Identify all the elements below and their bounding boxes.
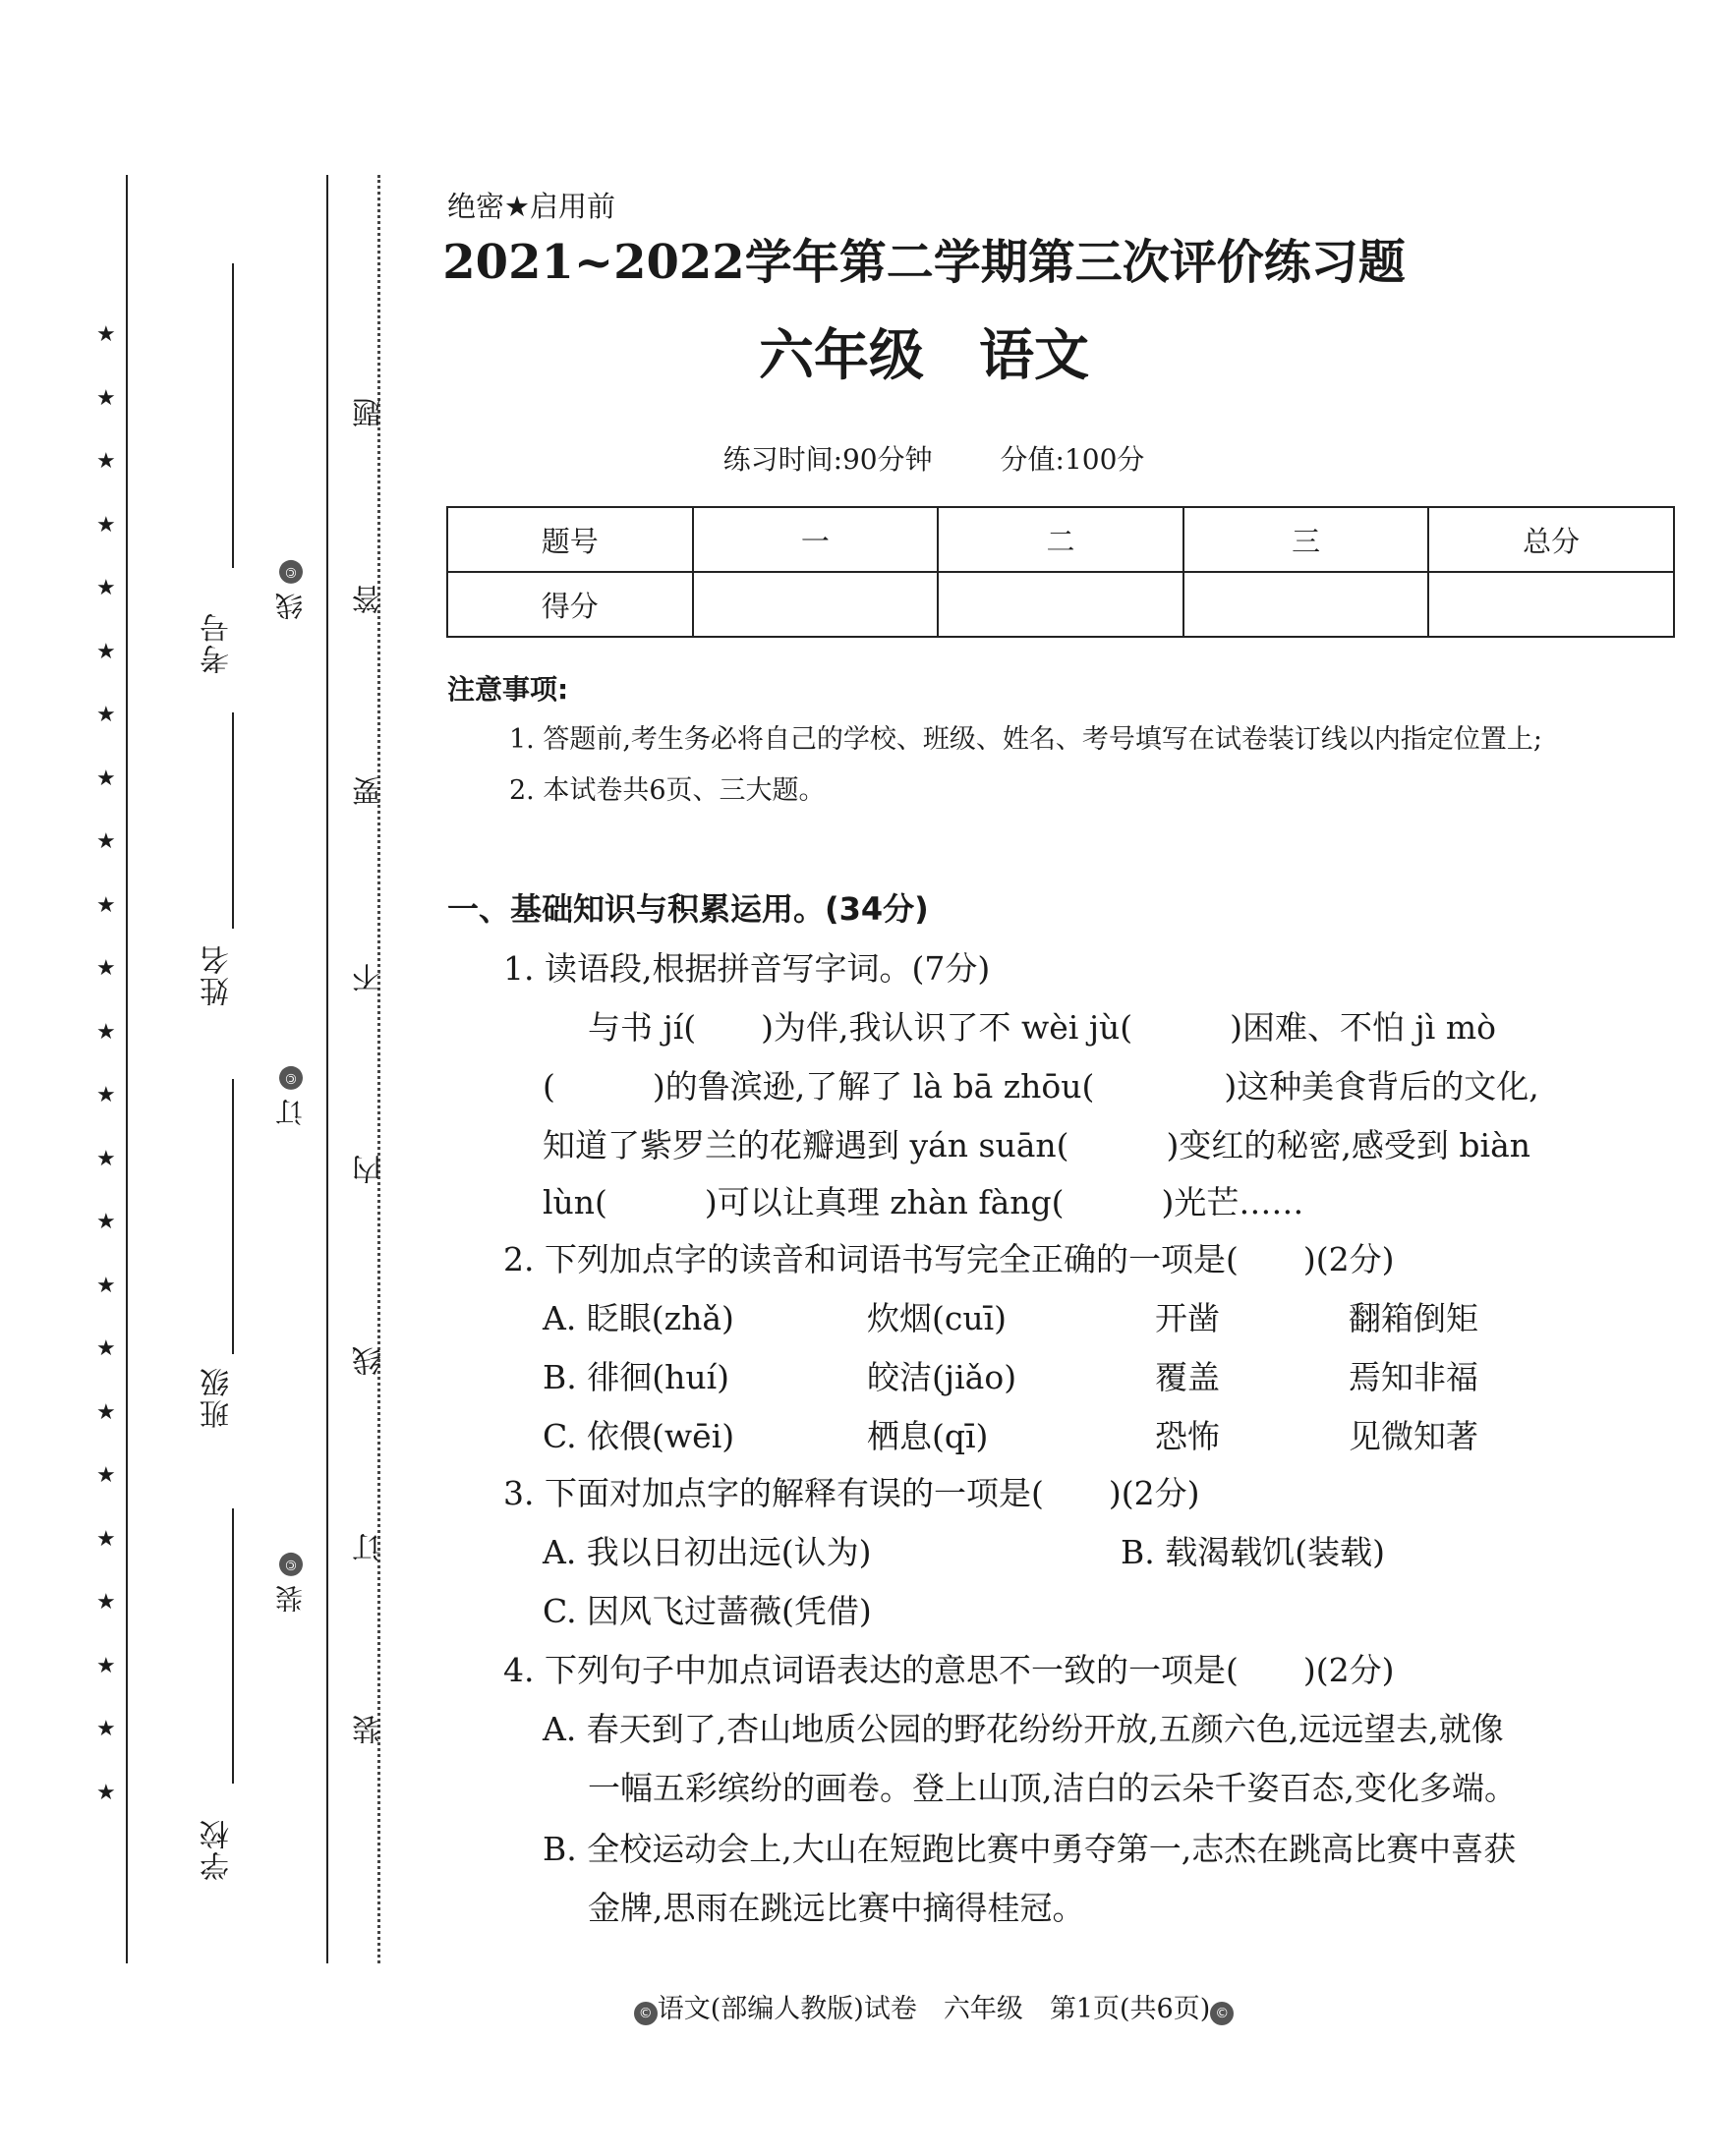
star-icon: ★ [96, 1210, 116, 1234]
star-icon: ★ [96, 639, 116, 664]
q2-option: 炊烟(cuī) [867, 1299, 1008, 1337]
section-title: 一、基础知识与积累运用。(34分) [447, 890, 929, 928]
star-icon: ★ [96, 1526, 116, 1552]
star-icon: ★ [96, 892, 116, 918]
q4-option-line: A. 春天到了,杏山地质公园的野花纷纷开放,五颜六色,远远望去,就像 [543, 1710, 1504, 1748]
field-line-banji [232, 1079, 234, 1354]
field-label-xuexiao: 学校 [201, 1818, 235, 1881]
star-icon: ★ [96, 1717, 116, 1741]
star-icon: ★ [96, 1336, 116, 1361]
score-cell: 总分 [1428, 507, 1674, 572]
score-cell: 三 [1183, 507, 1429, 572]
score-table [446, 506, 1675, 638]
question-1-line: 与书 jí( )为伴,我认识了不 wèi jù( )困难、不怕 jì mò [588, 1008, 1496, 1047]
warning-char: 内 [353, 1155, 387, 1184]
warning-char: 题 [353, 398, 387, 427]
field-line-xuexiao [232, 1508, 234, 1784]
field-label-kaohao: 考号 [201, 611, 235, 674]
q4-option-line: 金牌,思雨在跳远比赛中摘得桂冠。 [588, 1889, 1085, 1927]
q2-option: 开凿 [1155, 1299, 1220, 1337]
star-icon: ★ [96, 829, 116, 854]
star-icon: ★ [96, 512, 116, 538]
question-1-line: 知道了紫罗兰的花瓣遇到 yán suān( )变红的秘密,感受到 biàn [543, 1126, 1531, 1164]
q4-option-line: 一幅五彩缤纷的画卷。登上山顶,洁白的云朵千姿百态,变化多端。 [588, 1769, 1517, 1807]
question-2-stem: 2. 下列加点字的读音和词语书写完全正确的一项是( )(2分) [503, 1240, 1395, 1278]
q2-option: 栖息(qī) [867, 1417, 989, 1455]
question-1-line: ( )的鲁滨逊,了解了 là bā zhōu( )这种美食背后的文化, [543, 1067, 1539, 1106]
q2-option: 恐怖 [1155, 1417, 1220, 1455]
star-icon: ★ [96, 1653, 116, 1678]
field-line-xingming [232, 712, 234, 929]
star-icon: ★ [96, 322, 116, 347]
exam-info [0, 438, 1730, 478]
q3-option: C. 因风飞过蔷薇(凭借) [543, 1592, 872, 1630]
star-icon: ★ [96, 1399, 116, 1425]
question-4-stem: 4. 下列句子中加点词语表达的意思不一致的一项是( )(2分) [503, 1651, 1395, 1689]
exam-time: 练习时间:90分钟 [722, 443, 933, 476]
question-3-stem: 3. 下面对加点字的解释有误的一项是( )(2分) [503, 1474, 1200, 1512]
logo-icon: © [1210, 2002, 1234, 2025]
logo-icon: © [634, 2002, 658, 2025]
warning-char: 答 [353, 585, 387, 614]
star-icon: ★ [96, 576, 116, 600]
q2-option: 见微知著 [1349, 1417, 1478, 1455]
subject-title: 六年级 语文 [759, 323, 1089, 388]
q2-option: 皎洁(jiǎo) [867, 1358, 1017, 1396]
notes-title: 注意事项: [447, 673, 569, 706]
field-label-banji: 班级 [201, 1366, 235, 1429]
logo-icon: © [279, 1553, 303, 1576]
score-cell: 题号 [447, 507, 693, 572]
cutmark-zhuang [271, 1553, 311, 1613]
secret-label: 绝密★启用前 [447, 190, 615, 223]
star-icon: ★ [96, 449, 116, 474]
score-value-row [447, 572, 1674, 637]
q2-option: 焉知非福 [1349, 1358, 1478, 1396]
logo-icon: © [279, 560, 303, 584]
cutmark-text: 线 [274, 592, 307, 620]
score-header-row [447, 507, 1674, 572]
field-label-xingming: 姓名 [201, 943, 235, 1006]
warning-char: 装 [353, 1715, 387, 1744]
q2-option: B. 徘徊(huí) [543, 1358, 730, 1396]
star-icon: ★ [96, 1019, 116, 1045]
score-input-cell[interactable] [938, 572, 1183, 637]
star-icon: ★ [96, 1463, 116, 1488]
cutmark-ding [271, 1066, 311, 1126]
q4-option-line: B. 全校运动会上,大山在短跑比赛中勇夺第一,志杰在跳高比赛中喜获 [543, 1830, 1517, 1868]
cutmark-xian [271, 560, 311, 620]
exam-score: 分值:100分 [1000, 443, 1145, 476]
logo-icon: © [279, 1066, 303, 1090]
score-cell: 一 [693, 507, 939, 572]
note-item: 1. 答题前,考生务必将自己的学校、班级、姓名、考号填写在试卷装订线以内指定位置上; [509, 724, 1543, 755]
star-icon: ★ [96, 1780, 116, 1805]
star-icon: ★ [96, 703, 116, 727]
star-icon: ★ [96, 385, 116, 411]
score-cell: 二 [938, 507, 1183, 572]
warning-char: 要 [353, 776, 387, 806]
star-icon: ★ [96, 1083, 116, 1107]
footer-text: 语文(部编人教版)试卷 六年级 第1页(共6页) [657, 1994, 1211, 2024]
question-1-line: lùn( )可以让真理 zhàn fàng( )光芒…… [543, 1183, 1304, 1221]
q2-option: C. 依偎(wēi) [543, 1417, 735, 1455]
score-input-cell[interactable] [1428, 572, 1674, 637]
note-item: 2. 本试卷共6页、三大题。 [509, 775, 826, 806]
score-input-cell[interactable] [693, 572, 939, 637]
q2-option: 覆盖 [1155, 1358, 1220, 1396]
warning-char: 不 [353, 963, 387, 993]
cutmark-text: 订 [274, 1098, 307, 1126]
star-icon: ★ [96, 1146, 116, 1171]
star-icon: ★ [96, 766, 116, 791]
cutmark-text: 装 [274, 1584, 307, 1613]
warning-char: 订 [353, 1533, 387, 1562]
star-icon: ★ [96, 1590, 116, 1615]
page-footer [0, 1987, 1730, 2025]
field-line-kaohao [232, 263, 234, 568]
q2-option: 翻箱倒矩 [1349, 1299, 1478, 1337]
question-1-stem: 1. 读语段,根据拼音写字词。(7分) [503, 949, 991, 988]
q3-option: A. 我以日初出远(认为) [543, 1533, 872, 1571]
score-input-cell[interactable] [1183, 572, 1429, 637]
star-icon: ★ [96, 1273, 116, 1298]
q3-option: B. 载渴载饥(装载) [1121, 1533, 1385, 1571]
exam-title: 2021~2022学年第二学期第三次评价练习题 [442, 235, 1406, 290]
star-icon: ★ [96, 956, 116, 981]
score-cell: 得分 [447, 572, 693, 637]
warning-char: 线 [353, 1346, 387, 1376]
q2-option: A. 眨眼(zhǎ) [543, 1299, 734, 1337]
